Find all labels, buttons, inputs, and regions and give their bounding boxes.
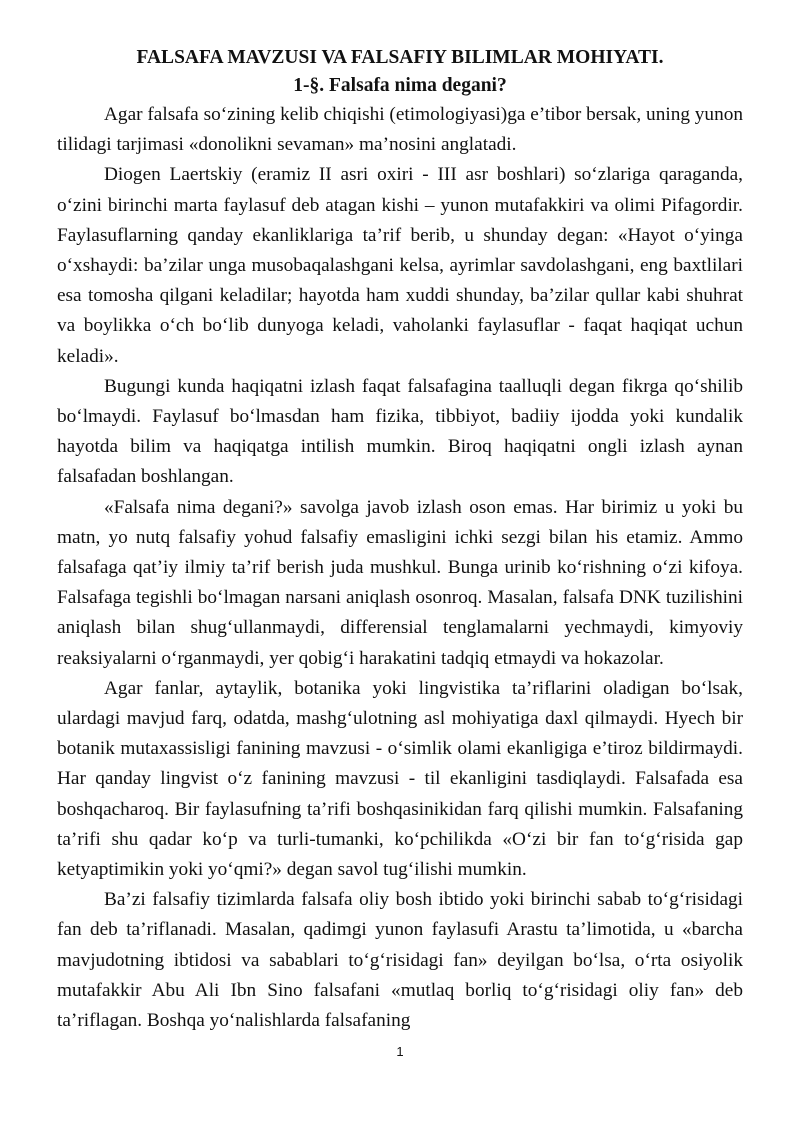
section-heading: 1-§. Falsafa nima degani? [293, 75, 507, 96]
paragraph-2: Diogen Laertskiy (eramiz II asri oxiri - III asr boshlari) so‘zlariga qaraganda, o‘zini birinchi marta faylasuf deb atagan kishi – yunon mutafakkiri va olimi Pifagordir. Faylasuflarning qanday ekanliklariga ta’rif berib, u shunday degan: «Hayot o‘yinga o‘xshaydi: ba’zilar unga musobaqalashgani kelsa, ayrimlar savdolashgani, eng baxtlilari esa tomosha qilgani keladilar; hayotda ham xuddi shunday, ba’zilar qullar kabi shuhrat va boylikka o‘ch bo‘lib dunyoga keladi, vaholanki faylasuflar - faqat haqiqat uchun keladi». [57, 164, 743, 367]
document-title: FALSAFA MAVZUSI VA FALSAFIY BILIMLAR MOHIYATI. [136, 47, 664, 68]
document-page [57, 44, 743, 1036]
paragraph-1: Agar falsafa so‘zining kelib chiqishi (etimologiyasi)ga e’tibor bersak, uning yunon tilidagi tarjimasi «donolikni sevaman» ma’nosini anglatadi. [57, 104, 743, 156]
paragraph-4: «Falsafa nima degani?» savolga javob izlash oson emas. Har birimiz u yoki bu matn, yo nutq falsafiy yohud falsafiy emasligini ichki sezgi bilan his etamiz. Ammo falsafaga qat’iy ilmiy ta’rif berish juda mushkul. Bunga urinib ko‘rishning o‘zi kifoya. Falsafaga tegishli bo‘lmagan narsani aniqlash osonroq. Masalan, falsafa DNK tuzilishini aniqlash bilan shug‘ullanmaydi, differensial tenglamalarni yechmaydi, kimyoviy reaksiyalarni o‘rganmaydi, yer qobig‘i harakatini tadqiq etmaydi va hokazolar. [57, 496, 743, 669]
paragraph-5: Agar fanlar, aytaylik, botanika yoki lingvistika ta’riflarini oladigan bo‘lsak, ulardagi mavjud farq, odatda, mashg‘ulotning asl mohiyatiga daxl qilmaydi. Hyech bir botanik mutaxassisligi fanining mavzusi - o‘simlik olami ekanligiga e’tiroz bildirmaydi. Har qanday lingvist o‘z fanining mavzusi - til ekanligini tasdiqlaydi. Falsafada esa boshqacharoq. Bir faylasufning ta’rifi boshqasinikidan farq qilishi mumkin. Falsafaning ta’rifi shu qadar ko‘p va turli-tumanki, ko‘pchilikda «O‘zi bir fan to‘g‘risida gap ketyaptimikin yoki yo‘qmi?» degan savol tug‘ilishi mumkin. [57, 677, 743, 881]
paragraph-3: Bugungi kunda haqiqatni izlash faqat falsafagina taalluqli degan fikrga qo‘shilib bo‘lmaydi. Faylasuf bo‘lmasdan ham fizika, tibbiyot, badiiy ijodda yoki kundalik hayotda bilim va haqiqatga intilish mumkin. Biroq haqiqatni ongli izlash aynan falsafadan boshlangan. [57, 375, 743, 488]
page-number: 1 [396, 1044, 404, 1059]
paragraph-6: Ba’zi falsafiy tizimlarda falsafa oliy bosh ibtido yoki birinchi sabab to‘g‘risidagi fan deb ta’riflanadi. Masalan, qadimgi yunon faylasufi Arastu ta’limotida, u «barcha mavjudotning ibtidosi va sabablari to‘g‘risidagi fan» deyilgan bo‘lsa, o‘rta osiyolik mutafakkir Abu Ali Ibn Sino falsafani «mutlaq borliq to‘g‘risidagi oliy fan» deb ta’riflagan. Boshqa yo‘nalishlarda falsafaning [57, 889, 743, 1032]
